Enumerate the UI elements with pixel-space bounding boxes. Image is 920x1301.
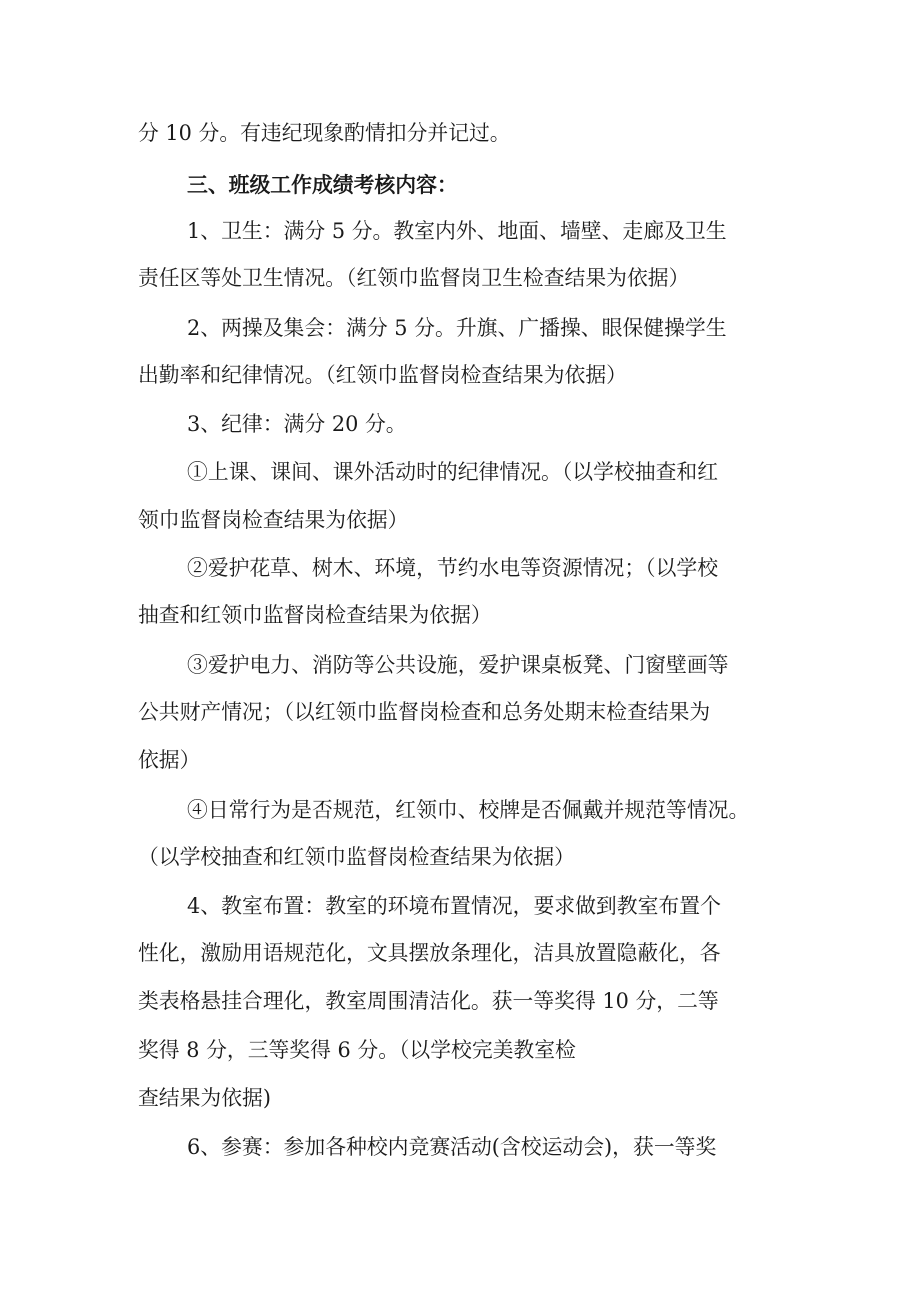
paragraph-line: ③爱护电力、消防等公共设施，爱护课桌板凳、门窗壁画等 — [187, 653, 729, 677]
paragraph-line: ②爱护花草、树木、环境，节约水电等资源情况；（以学校 — [187, 556, 719, 580]
paragraph-line: （以学校抽查和红领巾监督岗检查结果为依据） — [138, 845, 575, 869]
paragraph-line: 3、纪律：满分 20 分。 — [187, 412, 407, 436]
paragraph-line: 抽查和红领巾监督岗检查结果为依据） — [138, 603, 492, 627]
paragraph-line: 4、教室布置：教室的环境布置情况，要求做到教室布置个 — [187, 894, 721, 918]
paragraph-line: 6、参赛：参加各种校内竞赛活动(含校运动会)，获一等奖 — [187, 1135, 717, 1159]
paragraph-line: 出勤率和纪律情况。（红领巾监督岗检查结果为依据） — [138, 363, 627, 387]
paragraph-line: 公共财产情况；（以红领巾监督岗检查和总务处期末检查结果为 — [138, 700, 711, 724]
paragraph-line: 2、两操及集会：满分 5 分。升旗、广播操、眼保健操学生 — [187, 316, 727, 340]
paragraph-line: 奖得 8 分，三等奖得 6 分。（以学校完美教室检 — [138, 1038, 576, 1062]
paragraph-line: 分 10 分。有违纪现象酌情扣分并记过。 — [138, 121, 511, 145]
paragraph-line: 查结果为依据) — [138, 1086, 271, 1110]
paragraph-line: 性化，激励用语规范化，文具摆放条理化，洁具放置隐蔽化，各 — [138, 941, 721, 965]
paragraph-line: 领巾监督岗检查结果为依据） — [138, 508, 409, 532]
paragraph-line: 类表格悬挂合理化，教室周围清洁化。获一等奖得 10 分，二等 — [138, 989, 719, 1013]
paragraph-line: 依据） — [138, 748, 201, 772]
section-heading: 三、班级工作成绩考核内容： — [187, 173, 458, 197]
paragraph-line: 责任区等处卫生情况。（红领巾监督岗卫生检查结果为依据） — [138, 266, 690, 290]
paragraph-line: 1、卫生：满分 5 分。教室内外、地面、墙壁、走廊及卫生 — [187, 219, 727, 243]
paragraph-line: ④日常行为是否规范，红领巾、校牌是否佩戴并规范等情况。 — [187, 798, 750, 822]
paragraph-line: ①上课、课间、课外活动时的纪律情况。（以学校抽查和红 — [187, 460, 719, 484]
